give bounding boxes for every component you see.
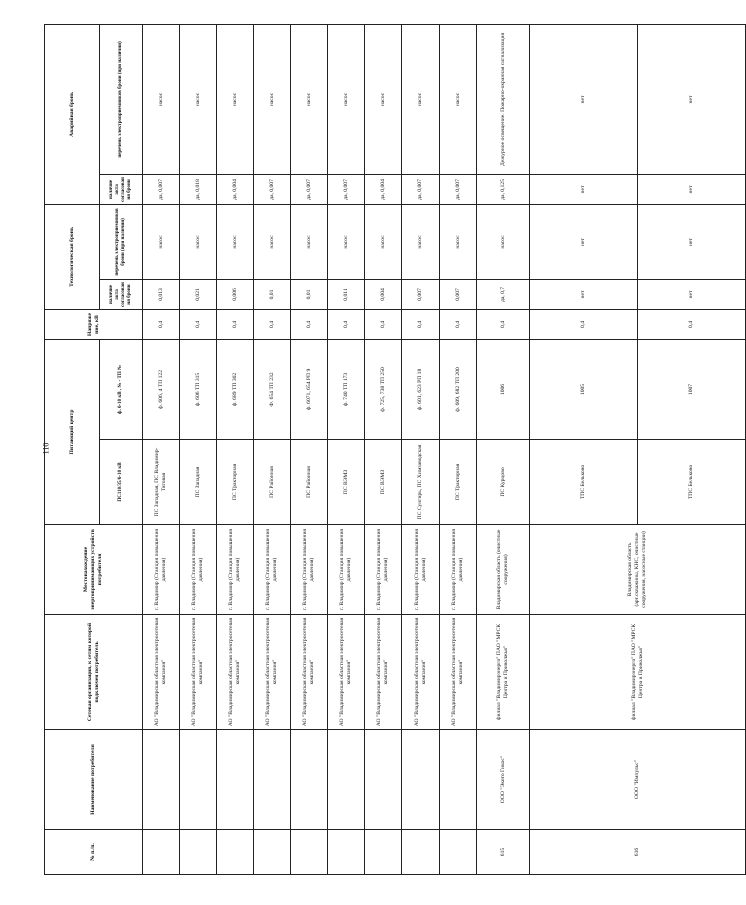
table-row <box>440 24 477 874</box>
cell-feeder: Ф. 654 ТП 232 <box>254 339 291 439</box>
cell-voltage: 0,4 <box>530 309 638 339</box>
col-header-feeder: ф. 6-10 кВ , № - ТП № <box>100 339 143 439</box>
table-row <box>477 24 530 874</box>
cell-num <box>402 830 440 875</box>
cell-voltage: 0,4 <box>477 309 530 339</box>
cell-emerg-act: да, 0,007 <box>254 174 291 204</box>
cell-feeder: ф. 609, 682 ТП 200 <box>440 339 477 439</box>
cell-emerg-list: насос <box>254 24 291 174</box>
cell-ps: ПС ВЭМЗ <box>328 440 365 525</box>
cell-ps: ПС Западная <box>180 440 217 525</box>
cell-location: г. Владимир (Станция повышения давления) <box>328 525 365 615</box>
table-row <box>217 24 254 874</box>
table-row <box>254 24 291 874</box>
cell-ps: ТПС Бельково <box>530 440 638 525</box>
cell-network: филиал "Владимирэнерго" ПАО "МРСК Центра и Приволжья" <box>530 615 746 730</box>
cell-emerg-list: Дежурное освещение. Пожарно-охранная сигнализация <box>477 24 530 174</box>
col-header-tech-armor: Технологическая бронь <box>45 204 100 309</box>
cell-tech-list: насос <box>291 204 328 279</box>
cell-feeder: ф. 606 ТП 315 <box>180 339 217 439</box>
cell-location: Владимирская область (очистные сооружения) <box>477 525 530 615</box>
cell-network: АО "Владимирская областная электросетевая компания" <box>402 615 440 730</box>
cell-ps: ПС Сунгирь, ПС Химзаводская <box>402 440 440 525</box>
cell-voltage: 0,4 <box>254 309 291 339</box>
cell-emerg-list: насос <box>365 24 402 174</box>
cell-num <box>254 830 291 875</box>
cell-emerg-act: нет <box>638 174 746 204</box>
cell-network: филиал "Владимирэнерго" ПАО "МРСК Центра и Приволжья" <box>477 615 530 730</box>
cell-tech-list: насос <box>143 204 180 279</box>
cell-voltage: 0,4 <box>440 309 477 339</box>
cell-num <box>143 830 180 875</box>
cell-location: г. Владимир (Станция повышения давления) <box>440 525 477 615</box>
cell-num <box>180 830 217 875</box>
table-row <box>291 24 328 874</box>
cell-emerg-list: насос <box>180 24 217 174</box>
reserve-table <box>41 24 746 875</box>
cell-network: АО "Владимирская областная электросетевая компания" <box>365 615 402 730</box>
cell-feeder: ф. 740 ТП 173 <box>328 339 365 439</box>
cell-ps: ПС Тракторная <box>440 440 477 525</box>
cell-tech-list: нет <box>638 204 746 279</box>
cell-consumer <box>143 730 180 830</box>
cell-network: АО "Владимирская областная электросетевая компания" <box>291 615 328 730</box>
cell-emerg-act: да, 0,125 <box>477 174 530 204</box>
cell-feeder: 1007 <box>638 339 746 439</box>
cell-emerg-act: нет <box>530 174 638 204</box>
col-header-ps: ПС110/35/6-10 кВ <box>100 440 143 525</box>
cell-emerg-list: насос <box>143 24 180 174</box>
col-header-num: № п./п. <box>45 830 143 875</box>
cell-tech-act: 0,006 <box>217 279 254 309</box>
header-row-1 <box>45 24 100 874</box>
cell-consumer <box>217 730 254 830</box>
cell-voltage: 0,4 <box>638 309 746 339</box>
cell-tech-act: 0,01 <box>254 279 291 309</box>
col-header-emerg-act: наличие акта согласования брони <box>100 174 143 204</box>
cell-location: г. Владимир (Станция повышения давления) <box>402 525 440 615</box>
cell-tech-act: 0,004 <box>365 279 402 309</box>
cell-tech-act: нет <box>530 279 638 309</box>
cell-ps: ТПС Бельково <box>638 440 746 525</box>
cell-voltage: 0,4 <box>180 309 217 339</box>
cell-feeder: ф. 601, 623 РП 18 <box>402 339 440 439</box>
cell-tech-list: насос <box>254 204 291 279</box>
col-header-voltage: Напряжение, кВ <box>45 309 143 339</box>
cell-num <box>217 830 254 875</box>
col-header-emerg-armor: Аварийная бронь <box>45 24 100 204</box>
cell-consumer <box>440 730 477 830</box>
cell-location: г. Владимир (Станция повышения давления) <box>180 525 217 615</box>
cell-consumer <box>180 730 217 830</box>
cell-network: АО "Владимирская областная электросетевая компания" <box>180 615 217 730</box>
cell-tech-list: насос <box>402 204 440 279</box>
cell-consumer <box>254 730 291 830</box>
cell-consumer <box>402 730 440 830</box>
table-row <box>530 24 638 874</box>
cell-ps: ПС Западная, ПС Владимир-Тяговая <box>143 440 180 525</box>
cell-consumer <box>328 730 365 830</box>
cell-tech-act: 0,013 <box>143 279 180 309</box>
cell-emerg-list: насос <box>291 24 328 174</box>
table-row <box>365 24 402 874</box>
cell-voltage: 0,4 <box>143 309 180 339</box>
cell-network: АО "Владимирская областная электросетевая компания" <box>328 615 365 730</box>
cell-emerg-act: да, 0,018 <box>180 174 217 204</box>
cell-tech-act: нет <box>638 279 746 309</box>
cell-num <box>328 830 365 875</box>
cell-consumer <box>291 730 328 830</box>
cell-voltage: 0,4 <box>217 309 254 339</box>
cell-network: АО "Владимирская областная электросетевая компания" <box>440 615 477 730</box>
col-header-tech-list: перечень электроприемников брони (при наличии) <box>100 204 143 279</box>
cell-emerg-act: да, 0,007 <box>143 174 180 204</box>
cell-tech-list: насос <box>440 204 477 279</box>
cell-network: АО "Владимирская областная электросетевая компания" <box>217 615 254 730</box>
cell-tech-act: 0,007 <box>440 279 477 309</box>
cell-emerg-list: насос <box>402 24 440 174</box>
cell-emerg-list: нет <box>530 24 638 174</box>
cell-emerg-act: да, 0,004 <box>365 174 402 204</box>
cell-location: Владимирская область (арт.скважины, КНС, очистные сооружения, насосные станции) <box>530 525 746 615</box>
table-row <box>328 24 365 874</box>
cell-emerg-act: да, 0,007 <box>291 174 328 204</box>
cell-emerg-act: да, 0,007 <box>440 174 477 204</box>
cell-tech-list: насос <box>328 204 365 279</box>
page-number: 110 <box>41 442 51 455</box>
col-header-consumer: Наименование потребителя <box>45 730 143 830</box>
cell-num: 615 <box>477 830 530 875</box>
cell-feeder: ф. 725, 738 ТП 250 <box>365 339 402 439</box>
col-header-supply-center: Питающий центр <box>45 339 100 524</box>
cell-network: АО "Владимирская областная электросетевая компания" <box>143 615 180 730</box>
cell-tech-list: насос <box>217 204 254 279</box>
cell-tech-list: насос <box>477 204 530 279</box>
cell-tech-act: 0,007 <box>402 279 440 309</box>
cell-num: 616 <box>530 830 746 875</box>
cell-ps: ПС Районная <box>254 440 291 525</box>
cell-tech-act: да, 0,7 <box>477 279 530 309</box>
cell-feeder: ф. 689 ТП 302 <box>217 339 254 439</box>
cell-num <box>365 830 402 875</box>
cell-num <box>291 830 328 875</box>
cell-voltage: 0,4 <box>291 309 328 339</box>
col-header-network: Сетевая организация, к сетям которой подключен потребитель <box>45 615 143 730</box>
cell-consumer: ООО "Экото Гикос" <box>477 730 530 830</box>
cell-network: АО "Владимирская областная электросетевая компания" <box>254 615 291 730</box>
cell-tech-list: насос <box>180 204 217 279</box>
cell-location: г. Владимир (Станция повышения давления) <box>143 525 180 615</box>
cell-ps: ПС Курцово <box>477 440 530 525</box>
col-header-location: Местонахождение энергопринимающих устройств потребителя <box>45 525 143 615</box>
cell-tech-act: 0,021 <box>180 279 217 309</box>
cell-ps: ПС ВЭМЗ <box>365 440 402 525</box>
cell-consumer <box>365 730 402 830</box>
cell-feeder: 1005 <box>530 339 638 439</box>
cell-consumer: ООО "Импульс" <box>530 730 746 830</box>
cell-tech-act: 0,01 <box>291 279 328 309</box>
cell-emerg-list: нет <box>638 24 746 174</box>
table-row <box>143 24 180 874</box>
cell-emerg-act: да, 0,004 <box>217 174 254 204</box>
cell-emerg-list: насос <box>440 24 477 174</box>
cell-feeder: ф. 6071, 654 РП 9 <box>291 339 328 439</box>
cell-tech-act: 0,011 <box>328 279 365 309</box>
cell-tech-list: насос <box>365 204 402 279</box>
cell-ps: ПС Тракторная <box>217 440 254 525</box>
cell-ps: ПС Районная <box>291 440 328 525</box>
cell-feeder: ф. 606, 4 ТП 122 <box>143 339 180 439</box>
col-header-tech-act: наличие акта согласования брони <box>100 279 143 309</box>
cell-emerg-list: насос <box>328 24 365 174</box>
table-row <box>402 24 440 874</box>
cell-emerg-list: насос <box>217 24 254 174</box>
cell-location: г. Владимир (Станция повышения давления) <box>217 525 254 615</box>
col-header-emerg-list: перечень электроприемников брони (при наличии) <box>100 24 143 174</box>
cell-voltage: 0,4 <box>328 309 365 339</box>
cell-emerg-act: да, 0,007 <box>328 174 365 204</box>
cell-num <box>440 830 477 875</box>
cell-location: г. Владимир (Станция повышения давления) <box>291 525 328 615</box>
cell-emerg-act: да, 0,007 <box>402 174 440 204</box>
table-row <box>180 24 217 874</box>
cell-location: г. Владимир (Станция повышения давления) <box>254 525 291 615</box>
cell-tech-list: нет <box>530 204 638 279</box>
cell-voltage: 0,4 <box>402 309 440 339</box>
cell-feeder: 1006 <box>477 339 530 439</box>
cell-voltage: 0,4 <box>365 309 402 339</box>
cell-location: г. Владимир (Станция повышения давления) <box>365 525 402 615</box>
